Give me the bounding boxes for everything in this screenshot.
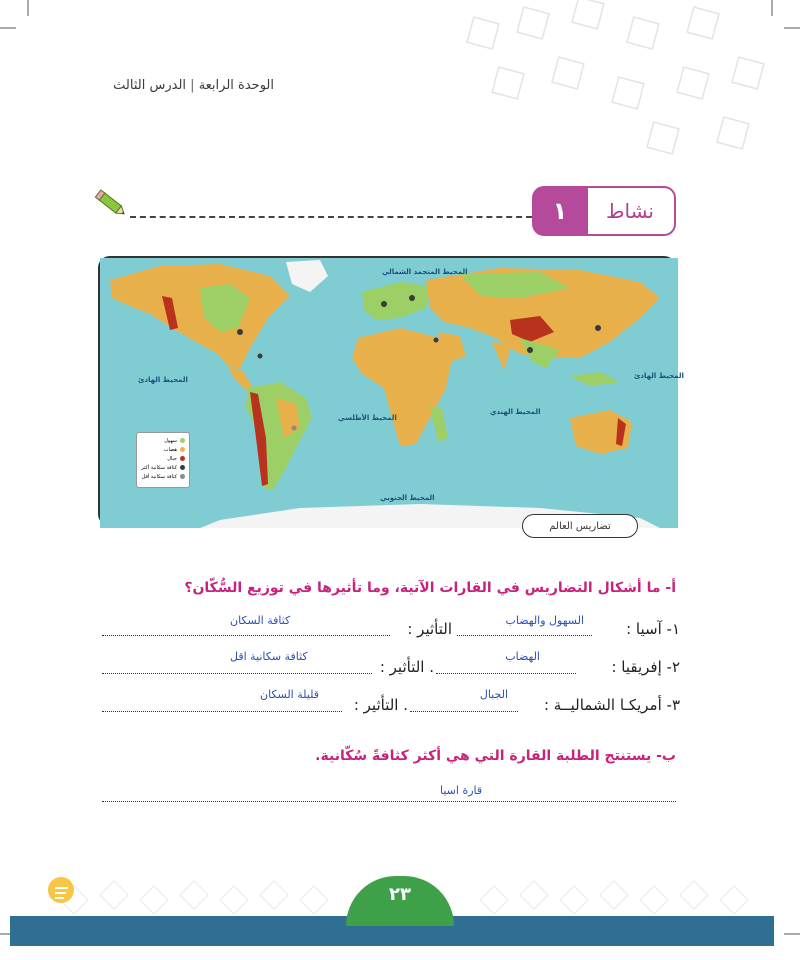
effect-label: التأثير : [407,620,452,638]
legend-item [141,454,185,463]
answer-text: السهول والهضاب [505,614,584,627]
effect-label: . التأثير : [353,696,408,714]
row-label: ١- آسيا : [626,620,680,638]
mountains-swatch-icon [180,456,185,461]
plains-swatch-icon [180,438,185,443]
effect-line[interactable] [102,635,390,636]
unit-title: الوحدة الرابعة [198,78,274,93]
page-number: ٢٣ [346,876,454,926]
answer-line[interactable] [436,673,576,674]
map-label-indian: المحيط الهندي [490,408,541,416]
pencil-icon [94,188,130,222]
activity-dashed-line [130,216,532,218]
answer-row-density [100,778,680,804]
answer-line[interactable] [410,711,518,712]
legend-label: كثافة سكانية أكثر [141,464,177,471]
legend-label: هضاب [163,446,177,453]
map-label-arctic: المحيط المتجمد الشمالي [382,268,468,276]
legend-label: سهول [164,437,177,444]
row-label: ٢- إفريقيا : [611,658,680,676]
map-caption: تضاريس العالم [522,514,638,538]
plateaus-swatch-icon [180,447,185,452]
legend-item [141,445,185,454]
effect-line[interactable] [102,711,342,712]
low-density-swatch-icon [180,474,185,479]
effect-answer-text: كثافة السكان [230,614,291,627]
lesson-header [0,78,274,93]
answer-row-north-america [100,688,680,714]
answer-line[interactable] [102,801,676,802]
effect-answer-text: قليلة السكان [260,688,319,701]
legend-label: كثافة سكانية أقل [141,473,177,480]
publisher-logo-icon [44,870,78,906]
map-label-southern: المحيط الجنوبي [380,494,435,502]
activity-number: ١ [532,186,588,236]
legend-item [141,463,185,472]
question-a-title: أ- ما أشكال التضاريس في القارات الآتية، وما تأثيرها في توزيع السُّكّان؟ [184,580,676,596]
answer-row-asia [100,612,680,638]
legend-label: جبال [167,455,177,462]
answer-text: الجبال [479,688,508,701]
legend-item [141,472,185,481]
legend-item [141,436,185,445]
answer-line[interactable] [457,635,592,636]
row-label: ٣- أمريكـا الشماليــة : [543,696,680,714]
question-b-title: ب- يستنتج الطلبة القارة التي هي أكثر كثافةً سُكّانية. [315,748,676,764]
answer-text: قارة اسيا [440,784,483,797]
map-label-atlantic: المحيط الأطلسي [338,414,397,422]
map-legend [136,432,190,488]
activity-label-box [586,186,676,236]
activity-label: نشاط [606,199,654,223]
answer-text: الهضاب [505,650,540,663]
high-density-swatch-icon [180,465,185,470]
answer-row-africa [100,650,680,676]
header-separator: | [190,78,195,93]
effect-answer-text: كثافة سكانية اقل [230,650,308,663]
map-label-pacific-east: المحيط الهادئ [634,372,684,380]
map-label-pacific-west: المحيط الهادئ [138,376,188,384]
effect-line[interactable] [102,673,372,674]
effect-label: . التأثير : [379,658,434,676]
lesson-title: الدرس الثالث [113,78,187,93]
